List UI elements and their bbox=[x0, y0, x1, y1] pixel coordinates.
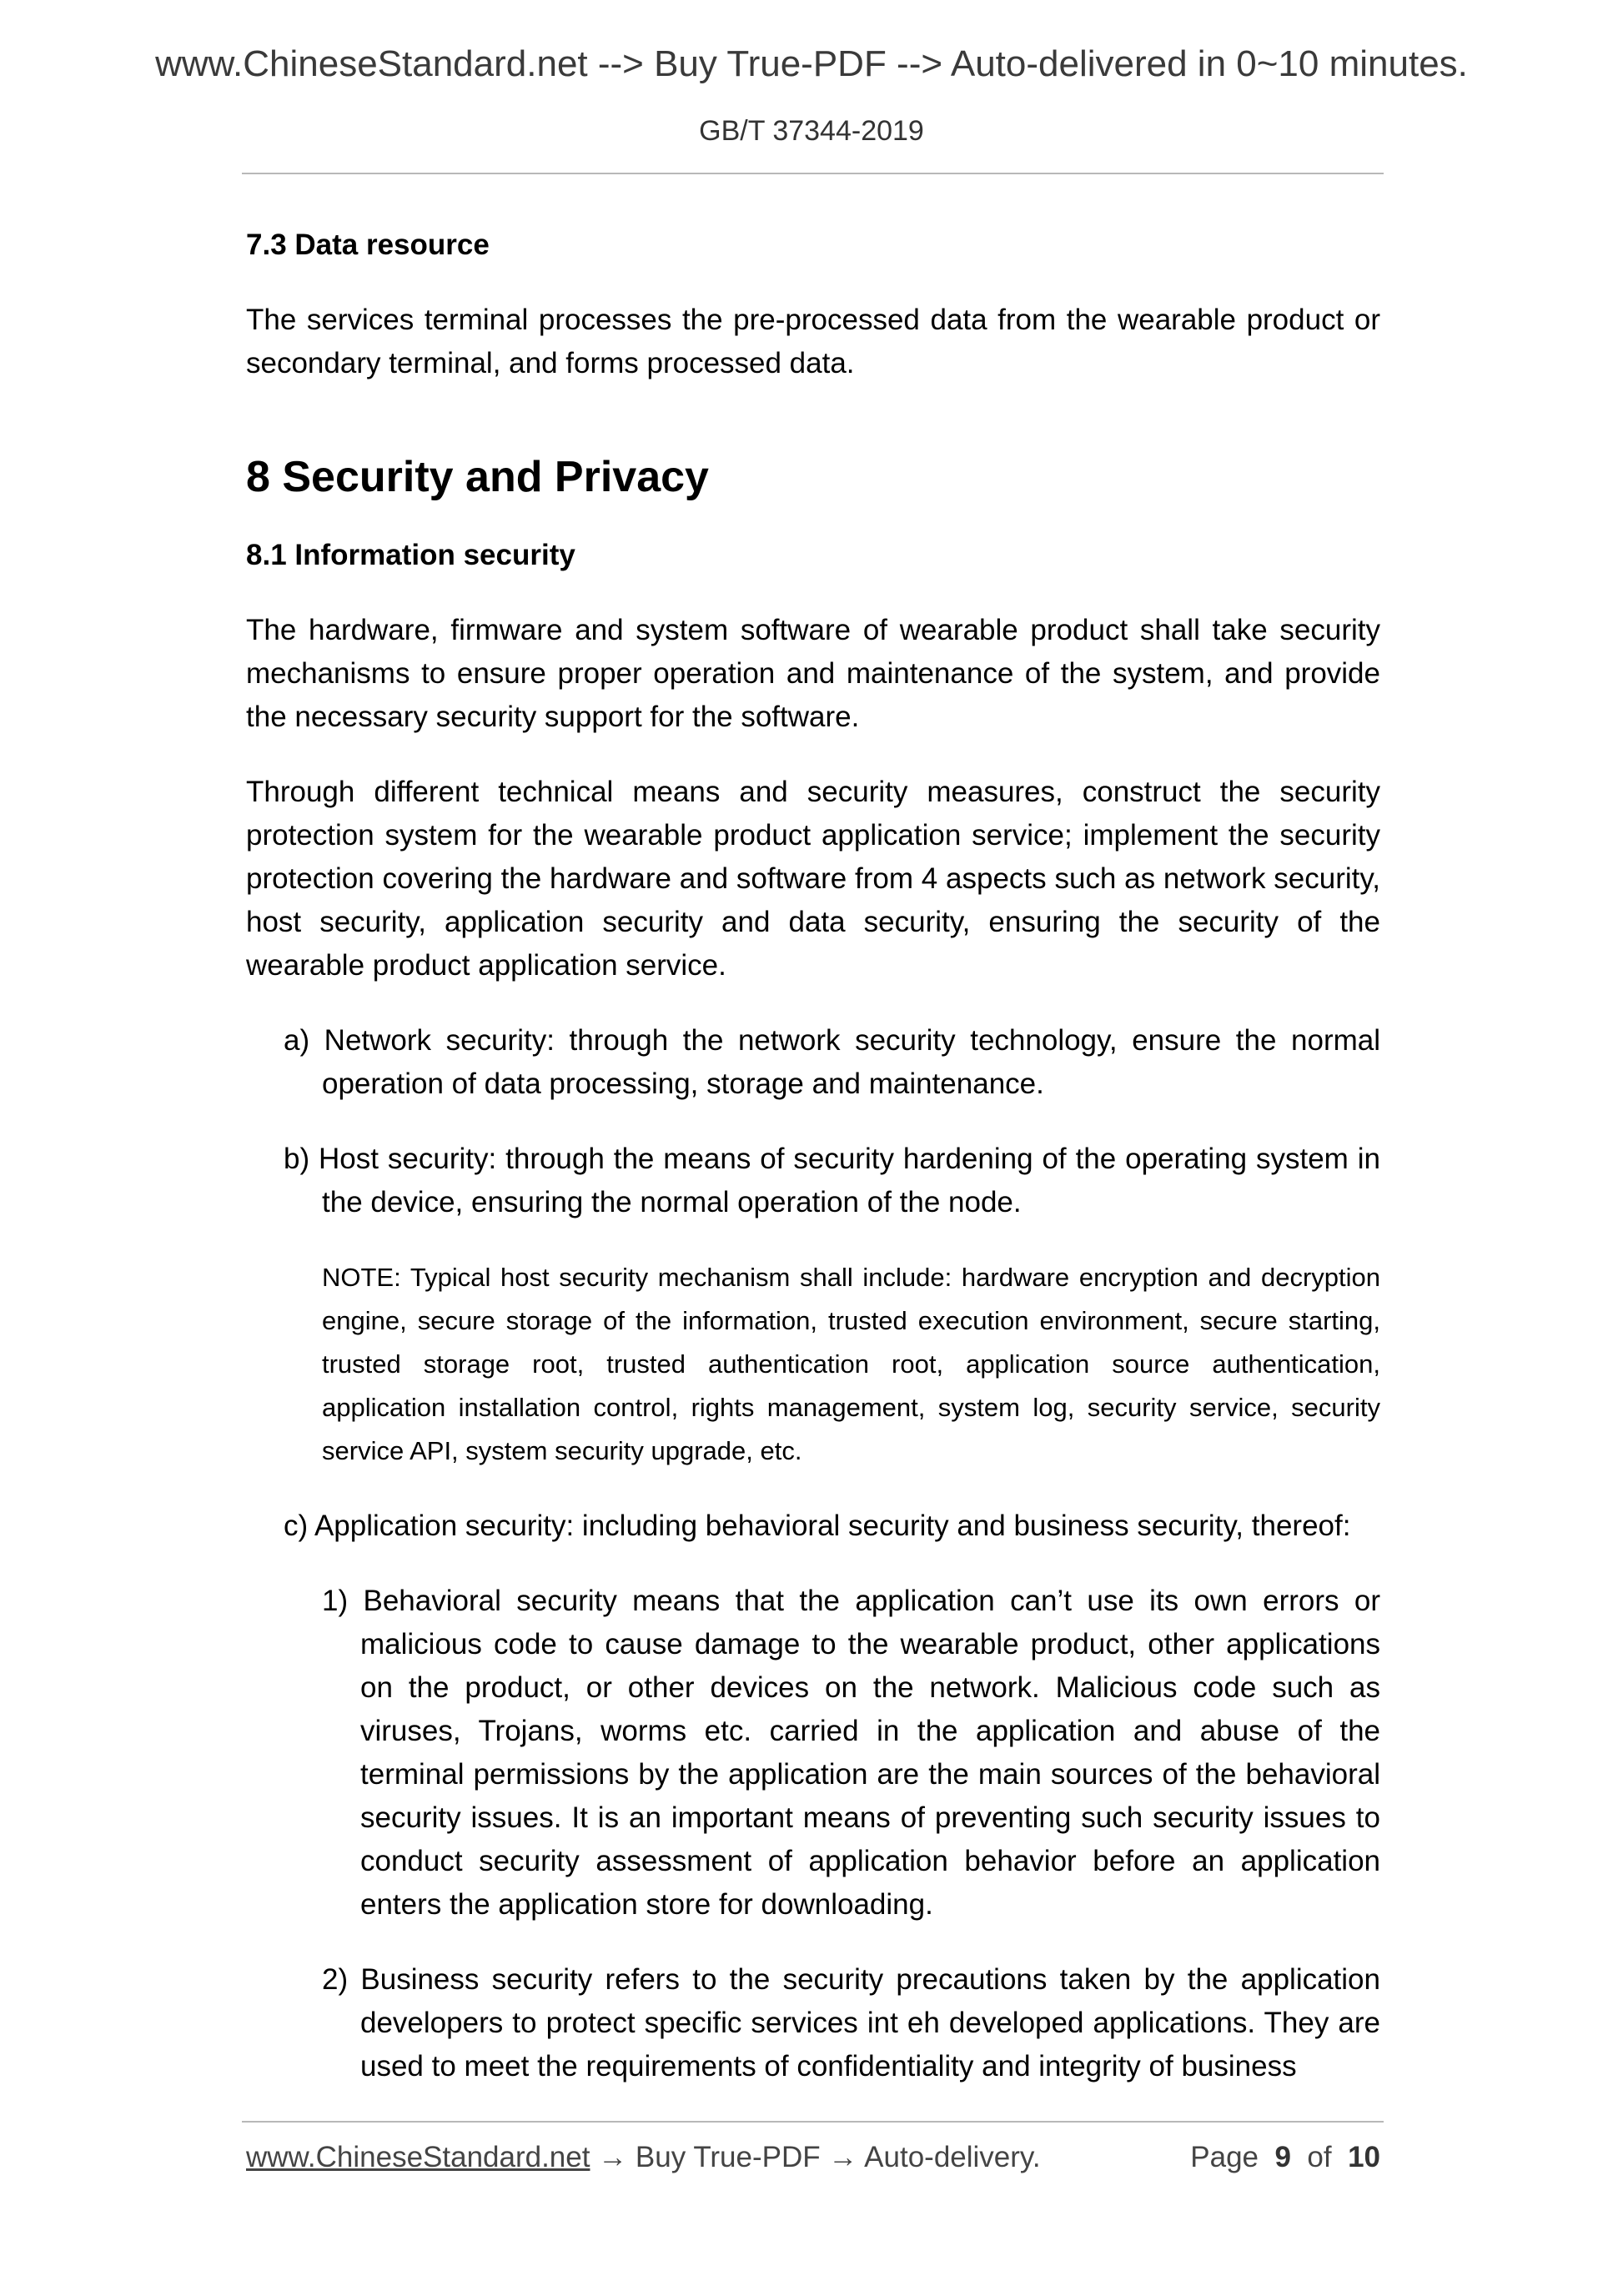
page-footer bbox=[246, 2141, 1380, 2174]
footer-divider bbox=[242, 2121, 1384, 2123]
section-8-1-paragraph-1: The hardware, firmware and system software of wearable product shall take security mechanisms to ensure proper operation and maintenance of the system, and provide the necessary security support for the software. bbox=[246, 614, 1380, 733]
section-7-3-heading: 7.3 Data resource bbox=[246, 229, 490, 261]
page-content bbox=[246, 224, 1380, 2088]
list-item-c: c) Application security: including behavioral security and business security, thereof: bbox=[284, 1510, 1351, 1542]
header-divider bbox=[242, 173, 1384, 174]
footer-trail: → Buy True-PDF → Auto-delivery. bbox=[590, 2141, 1041, 2173]
page-label: Page bbox=[1190, 2141, 1259, 2173]
note-host-security: NOTE: Typical host security mechanism shall include: hardware encryption and decryption engine, secure storage of the information, trusted execution environment, secure starting, trusted storage root, trusted authentication root, application source authentication, application installation control, rights management, system log, security service, security service API, system security upgrade, etc. bbox=[322, 1263, 1380, 1465]
section-8-heading: 8 Security and Privacy bbox=[246, 453, 709, 501]
footer-site-link[interactable]: www.ChineseStandard.net bbox=[246, 2141, 590, 2173]
page-current: 9 bbox=[1274, 2141, 1291, 2173]
page-number bbox=[1190, 2141, 1380, 2174]
list-item-b: b) Host security: through the means of security hardening of the operating system in the device, ensuring the normal operation of the node. bbox=[284, 1143, 1380, 1218]
header-banner: www.ChineseStandard.net --> Buy True-PDF --> Auto-delivered in 0~10 minutes. bbox=[155, 43, 1468, 84]
section-8-1-heading: 8.1 Information security bbox=[246, 539, 575, 571]
list-item-a: a) Network security: through the network security technology, ensure the normal operation of data processing, storage and maintenance. bbox=[284, 1024, 1380, 1100]
list-item-c-1: 1) Behavioral security means that the application can’t use its own errors or malicious code to cause damage to the wearable product, other applications on the product, or other devices on the network. Malicious code such as viruses, Trojans, worms etc. carried in the application and abuse of the terminal permissions by the application are the main sources of the behavioral security issues. It is an important means of preventing such security issues to conduct security assessment of application behavior before an application enters the application store for downloading. bbox=[322, 1585, 1380, 1921]
standard-code: GB/T 37344-2019 bbox=[699, 115, 924, 147]
section-8-1-paragraph-2: Through different technical means and security measures, construct the security protection system for the wearable product application service; implement the security protection covering the hardware and software from 4 aspects such as network security, host security, application security and data security, ensuring the security of the wearable product application service. bbox=[246, 776, 1380, 982]
list-item-c-2: 2) Business security refers to the security precautions taken by the application developers to protect specific services int eh developed applications. They are used to meet the requirements of confidentiality and integrity of business bbox=[322, 1963, 1380, 2082]
section-7-3-text: The services terminal processes the pre-processed data from the wearable product or secondary terminal, and forms processed data. bbox=[246, 304, 1380, 379]
page-total: 10 bbox=[1348, 2141, 1380, 2173]
page-of: of bbox=[1307, 2141, 1332, 2173]
